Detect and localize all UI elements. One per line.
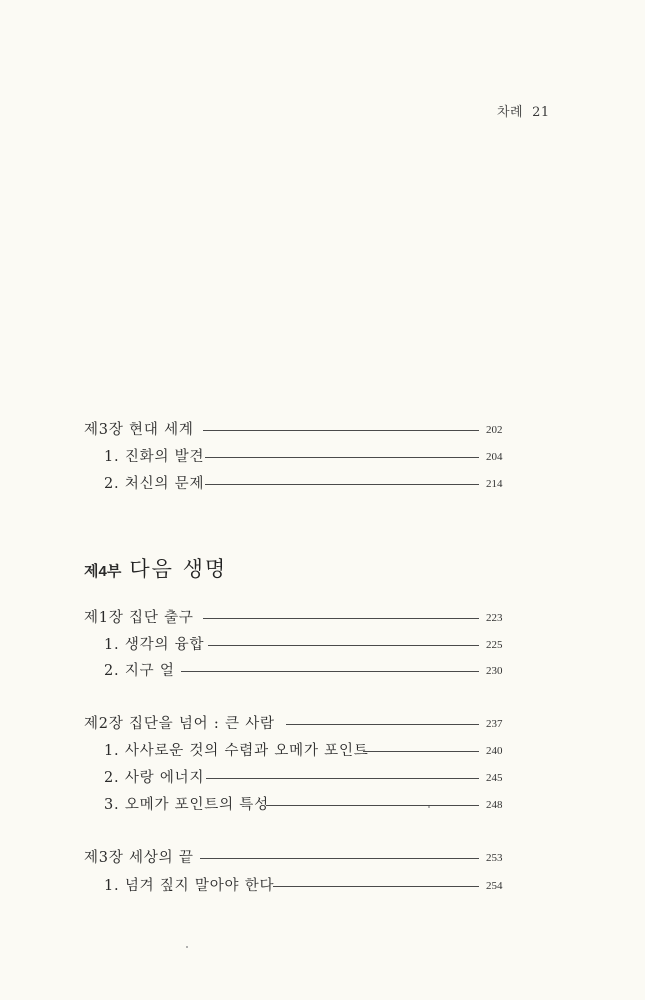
toc-entry-label: 1. 진화의 발견 (104, 449, 205, 465)
toc-leader (266, 805, 479, 806)
toc-leader (203, 618, 479, 619)
toc-leader (273, 886, 479, 887)
toc-entry[interactable] (0, 420, 645, 440)
toc-entry[interactable] (0, 474, 645, 494)
toc-entry-page: 230 (486, 665, 503, 677)
toc-entry-page: 245 (486, 772, 503, 784)
toc-entry[interactable] (0, 848, 645, 868)
part-number: 제4부 (84, 563, 122, 580)
toc-leader (206, 778, 479, 779)
toc-entry[interactable] (0, 876, 645, 896)
toc-entry-page: 240 (486, 745, 503, 757)
toc-entry-page: 202 (486, 424, 503, 436)
toc-leader (205, 484, 479, 485)
toc-entry-label: 2. 사랑 에너지 (104, 770, 205, 786)
toc-leader (181, 671, 479, 672)
toc-entry-label: 2. 처신의 문제 (104, 476, 205, 492)
toc-entry-page: 254 (486, 880, 503, 892)
running-head-page-number: 21 (532, 105, 550, 120)
toc-entry[interactable] (0, 768, 645, 788)
toc-leader (200, 858, 479, 859)
toc-entry-label: 3. 오메가 포인트의 특성 (104, 797, 269, 813)
toc-entry[interactable] (0, 741, 645, 761)
toc-entry-label: 제3장 세상의 끝 (84, 850, 194, 866)
toc-entry-label: 2. 지구 얼 (104, 663, 175, 679)
toc-entry[interactable] (0, 795, 645, 815)
toc-entry[interactable] (0, 635, 645, 655)
toc-leader (205, 457, 479, 458)
toc-entry-page: 223 (486, 612, 503, 624)
part-heading (84, 553, 227, 583)
toc-entry-page: 237 (486, 718, 503, 730)
toc-entry[interactable] (0, 714, 645, 734)
toc-entry[interactable] (0, 447, 645, 467)
print-speck (186, 946, 188, 948)
print-speck (428, 806, 430, 808)
toc-entry[interactable] (0, 608, 645, 628)
toc-entry[interactable] (0, 661, 645, 681)
toc-leader (286, 724, 479, 725)
toc-leader (203, 430, 479, 431)
toc-leader (208, 645, 479, 646)
toc-entry-page: 204 (486, 451, 503, 463)
toc-entry-label: 제3장 현대 세계 (84, 422, 194, 438)
toc-entry-label: 제2장 집단을 넘어 : 큰 사람 (84, 716, 275, 732)
toc-entry-label: 제1장 집단 출구 (84, 610, 194, 626)
toc-entry-label: 1. 넘겨 짚지 말아야 한다 (104, 878, 275, 894)
toc-entry-label: 1. 생각의 융합 (104, 637, 205, 653)
toc-entry-page: 225 (486, 639, 503, 651)
toc-entry-label: 1. 사사로운 것의 수렴과 오메가 포인트 (104, 743, 369, 759)
running-head-title: 차례 (497, 105, 524, 120)
part-title: 다음 생명 (129, 557, 228, 581)
toc-entry-page: 214 (486, 478, 503, 490)
toc-leader (363, 751, 479, 752)
toc-entry-page: 248 (486, 799, 503, 811)
toc-entry-page: 253 (486, 852, 503, 864)
